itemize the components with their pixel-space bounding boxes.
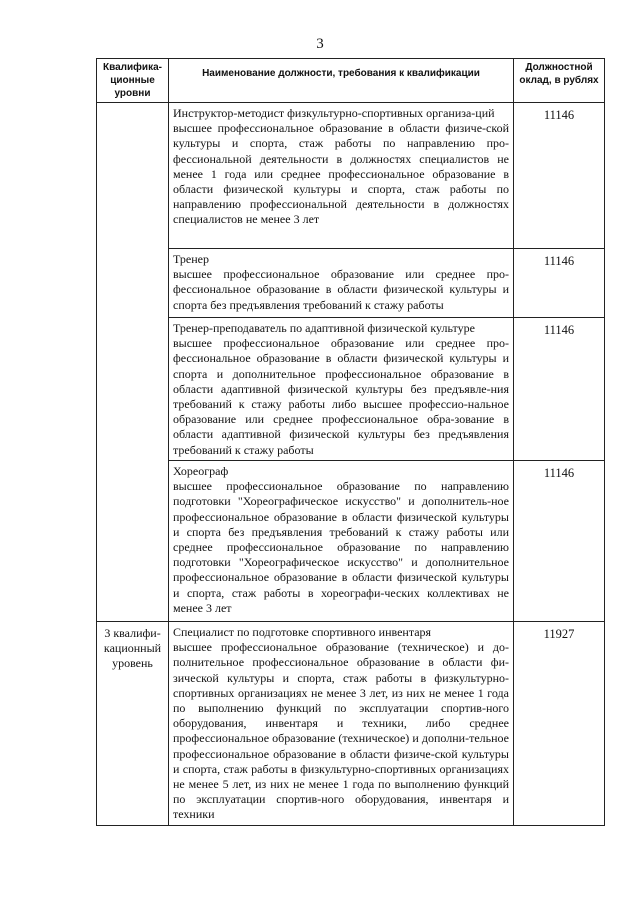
table-row [97, 318, 605, 461]
position-title: Инструктор-методист физкультурно-спортивных организа-ций [173, 106, 495, 120]
table-row [97, 103, 605, 249]
level-cell [97, 103, 169, 622]
salary-cell: 11146 [514, 461, 605, 622]
header-position: Наименование должности, требования к квалификации [169, 59, 514, 103]
position-cell [169, 249, 514, 318]
position-cell [169, 103, 514, 249]
header-salary: Должностной оклад, в рублях [514, 59, 605, 103]
qualification-salary-table [96, 58, 605, 826]
position-requirements: высшее профессиональное образование по направлению подготовки "Хореографическое искусство" и дополнитель-ное профессиональное образование в области физической культуры и спорта без предъявления требований к стажу работы или среднее профессиональное образование по направлению подготовки "Хореографическое искусство" и дополнительное профессиональное образование в области физической культуры и спорта, стаж работы в хореографи-ческих коллективах не менее 3 лет [173, 479, 509, 615]
table-row [97, 249, 605, 318]
position-cell [169, 318, 514, 461]
position-cell [169, 461, 514, 622]
position-requirements: высшее профессиональное образование или среднее про-фессиональное образование в области физической культуры и спорта без предъявления требований к стажу работы [173, 267, 509, 312]
salary-cell: 11146 [514, 103, 605, 249]
header-level: Квалифика-ционные уровни [97, 59, 169, 103]
salary-cell: 11146 [514, 249, 605, 318]
table-header-row [97, 59, 605, 103]
position-title: Тренер-преподаватель по адаптивной физической культуре [173, 321, 475, 335]
level-cell: 3 квалифи-кационный уровень [97, 622, 169, 826]
position-requirements: высшее профессиональное образование (техническое) и до-полнительное профессиональное образование в области фи-зической культуры и спорта, стаж работы в физкультурно-спортивных организациях не менее 3 лет, из них не менее 1 года по выполнению функций по эксплуатации спортив-ного оборудования, инвентаря и техники, либо среднее профессиональное образование (техническое) и дополни-тельное профессиональное образование в области физиче-ской культуры и спорта, стаж работы в физкультурно-спортивных организациях не менее 5 лет, из них не менее 1 года по выполнению функций по эксплуатации спортив-ного оборудования, инвентаря и техники [173, 640, 509, 822]
position-title: Специалист по подготовке спортивного инвентаря [173, 625, 432, 639]
table-row [97, 461, 605, 622]
position-title: Хореограф [173, 464, 229, 478]
position-title: Тренер [173, 252, 209, 266]
position-requirements: высшее профессиональное образование в области физиче-ской культуры и спорта, стаж работы по направлению про-фессиональной деятельности в должностях специалистов не менее 1 года или среднее профессиональное образование в области физической культуры и спорта, стаж работы по направлению профессиональной деятельности в должностях специалистов не менее 3 лет [173, 121, 509, 227]
salary-cell: 11146 [514, 318, 605, 461]
page-number: 3 [316, 36, 324, 52]
position-requirements: высшее профессиональное образование или среднее про-фессиональное образование в области физической культуры и спорта и дополнительное профессиональное образование в области адаптивной физической культуры без предъявле-ния требований к стажу работы либо высшее профессио-нальное образование или среднее профессиональное обра-зование в области адаптивной физической культуры без предъявления требований к стажу работы [173, 336, 509, 457]
salary-cell: 11927 [514, 622, 605, 826]
position-cell [169, 622, 514, 826]
table-row [97, 622, 605, 826]
